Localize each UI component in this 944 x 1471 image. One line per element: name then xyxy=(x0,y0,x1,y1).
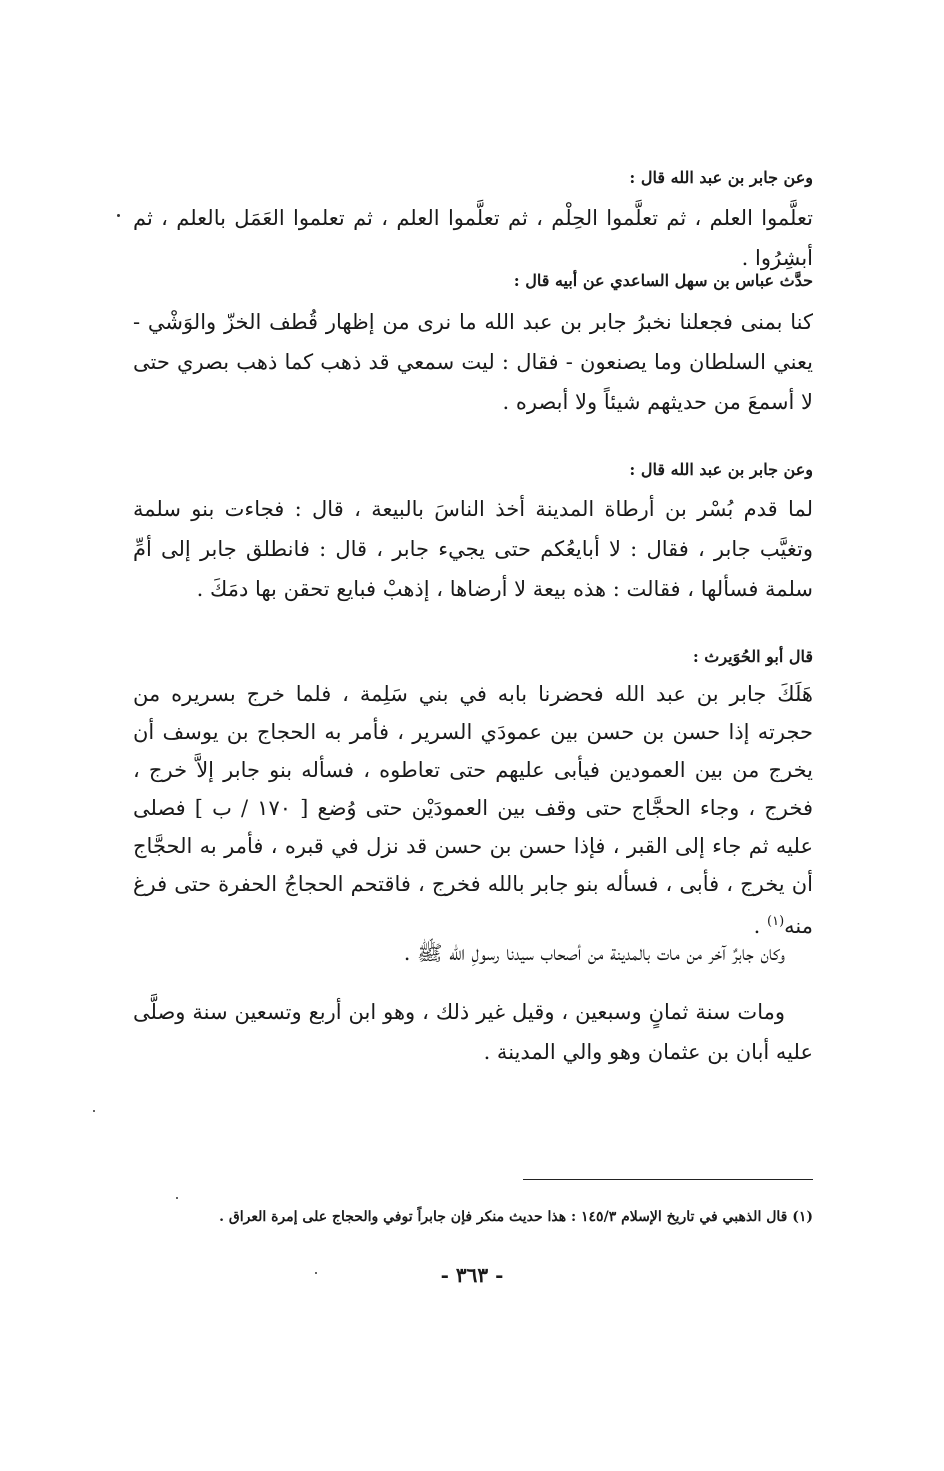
closing-body xyxy=(133,992,813,1072)
scan-speck xyxy=(117,214,120,217)
paragraph: لما قدم بُسْر بن أرطاة المدينة أخذ الناسَ بالبيعة ، قال : فجاءت بنو سلمة وتغيَّب جابر ، فقال : لا أبايعُكم حتى يجيء جابر ، قال : فانطلق جابر إلى أمِّ سلمة فسألها ، فقالت : هذه بيعة لا أرضاها ، إذهبْ فبايع تحقن بها دمَكَ . xyxy=(133,497,813,601)
section-body xyxy=(133,675,813,945)
paragraph-end: . xyxy=(753,914,767,938)
paragraph: كنا بمنى فجعلنا نخبرُ جابر بن عبد الله ما نرى من إظهار قُطف الخزّ والوَشْي - يعني السلطان وما يصنعون - فقال : ليت سمعي قد ذهب كما ذهب بصري حتى لا أسمعَ من حديثهم شيئاً ولا أبصره . xyxy=(133,310,813,414)
footnote-marker: (١) xyxy=(767,914,785,929)
paragraph: تعلَّموا العلم ، ثم تعلَّموا الحِلْم ، ثم تعلَّموا العلم ، ثم تعلموا العَمَل بالعلم ، ثم أبشِرُوا . xyxy=(133,206,813,270)
paragraph xyxy=(133,675,813,945)
scan-speck xyxy=(315,1272,317,1274)
page-number: - ٣٦٣ - xyxy=(440,1263,504,1287)
footnote-divider xyxy=(523,1179,813,1180)
paragraph: وكان جابرٌ آخر من مات بالمدينة من أصحاب سيدنا رسولِ الله ﷺ . xyxy=(403,941,785,965)
paragraph: ومات سنة ثمانٍ وسبعين ، وقيل غير ذلك ، وهو ابن أربع وتسعين سنة وصلَّى عليه أبان بن عثمان وهو والي المدينة . xyxy=(133,1000,813,1064)
section-heading: وعن جابر بن عبد الله قال : xyxy=(629,460,813,479)
scan-speck xyxy=(93,1110,95,1112)
section-body xyxy=(133,489,813,609)
section-heading: حدَّث عباس بن سهل الساعدي عن أبيه قال : xyxy=(513,271,813,290)
section-heading: قال أبو الحُوَيرث : xyxy=(692,647,813,666)
footnote: (١) قال الذهبي في تاريخ الإسلام ١٤٥/٣ : هذا حديث منكر فإن جابراً توفي والحجاج على إمرة العراق . xyxy=(219,1209,813,1225)
section-heading: وعن جابر بن عبد الله قال : xyxy=(629,168,813,187)
closing-body xyxy=(133,933,813,973)
section-body xyxy=(133,302,813,422)
paragraph-text: هَلَكَ جابر بن عبد الله فحضرنا بابه في بني سَلِمة ، فلما خرج بسريره من حجرته إذا حسن بن حسن بين عمودَي السرير ، فأمر به الحجاج بن يوسف أن يخرج من بين العمودين فيأبى عليهم حتى تعاطوه ، فسأله بنو جابر إلاَّ خرج ، فخرج ، وجاء الحجَّاج حتى وقف بين العمودَيْن حتى وُضع [ ١٧٠ / ب ] فصلى عليه ثم جاء إلى القبر ، فإذا حسن بن حسن قد نزل في قبره ، فأمر به الحجَّاج أن يخرج ، فأبى ، فسأله بنو جابر بالله فخرج ، فاقتحم الحجاجُ الحفرة حتى فرغ منه xyxy=(133,682,813,938)
scan-speck xyxy=(176,1197,178,1199)
section-body xyxy=(133,198,813,278)
